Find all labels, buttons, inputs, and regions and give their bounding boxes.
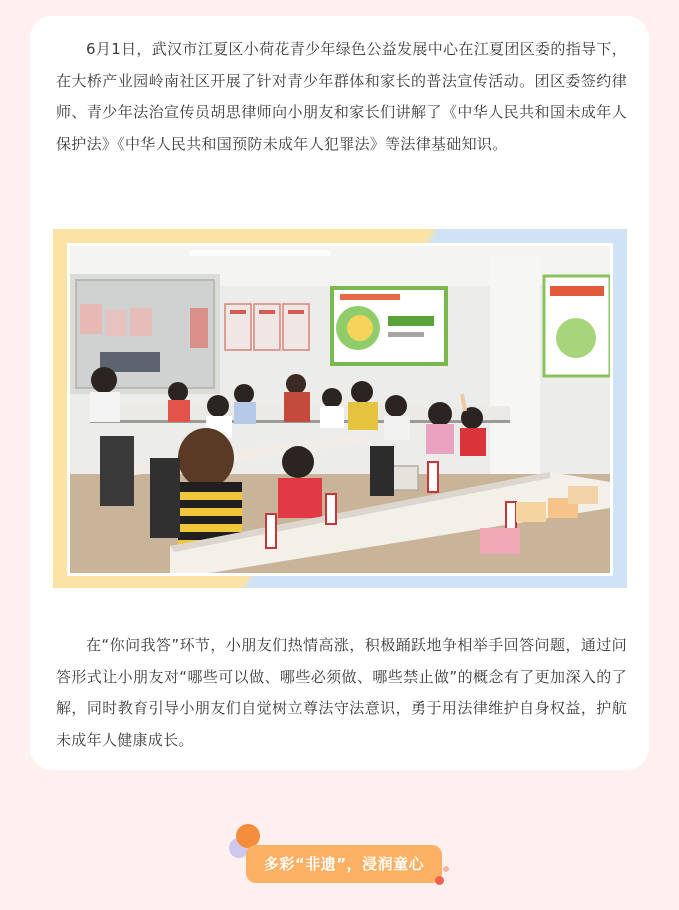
classroom-activity-photo[interactable] [67,243,613,576]
article-card [30,16,649,770]
photo-illustration [70,246,610,573]
article-paragraph-2: 在“你问我答”环节，小朋友们热情高涨，积极踊跃地争相举手回答问题，通过问答形式让小朋友对“哪些可以做、哪些必须做、哪些禁止做”的概念有了更加深入的了解，同时教育引导小朋友们自觉树立尊法守法意识，勇于用法律维护自身权益，护航未成年人健康成长。 [56,636,627,749]
article-paragraph-1: 6月1日，武汉市江夏区小荷花青少年绿色公益发展中心在江夏团区委的指导下，在大桥产业园岭南社区开展了针对青少年群体和家长的普法宣传活动。团区委签约律师、青少年法治宣传员胡思律师向小朋友和家长们讲解了《中华人民共和国未成年人保护法》《中华人民共和国预防未成年人犯罪法》等法律基础知识。 [56,40,627,153]
photo-frame [53,229,627,588]
decorative-dot-pink [443,866,449,872]
section-title-badge: 多彩“非遗”，浸润童心 [246,845,442,883]
decorative-dot-red [435,876,444,885]
